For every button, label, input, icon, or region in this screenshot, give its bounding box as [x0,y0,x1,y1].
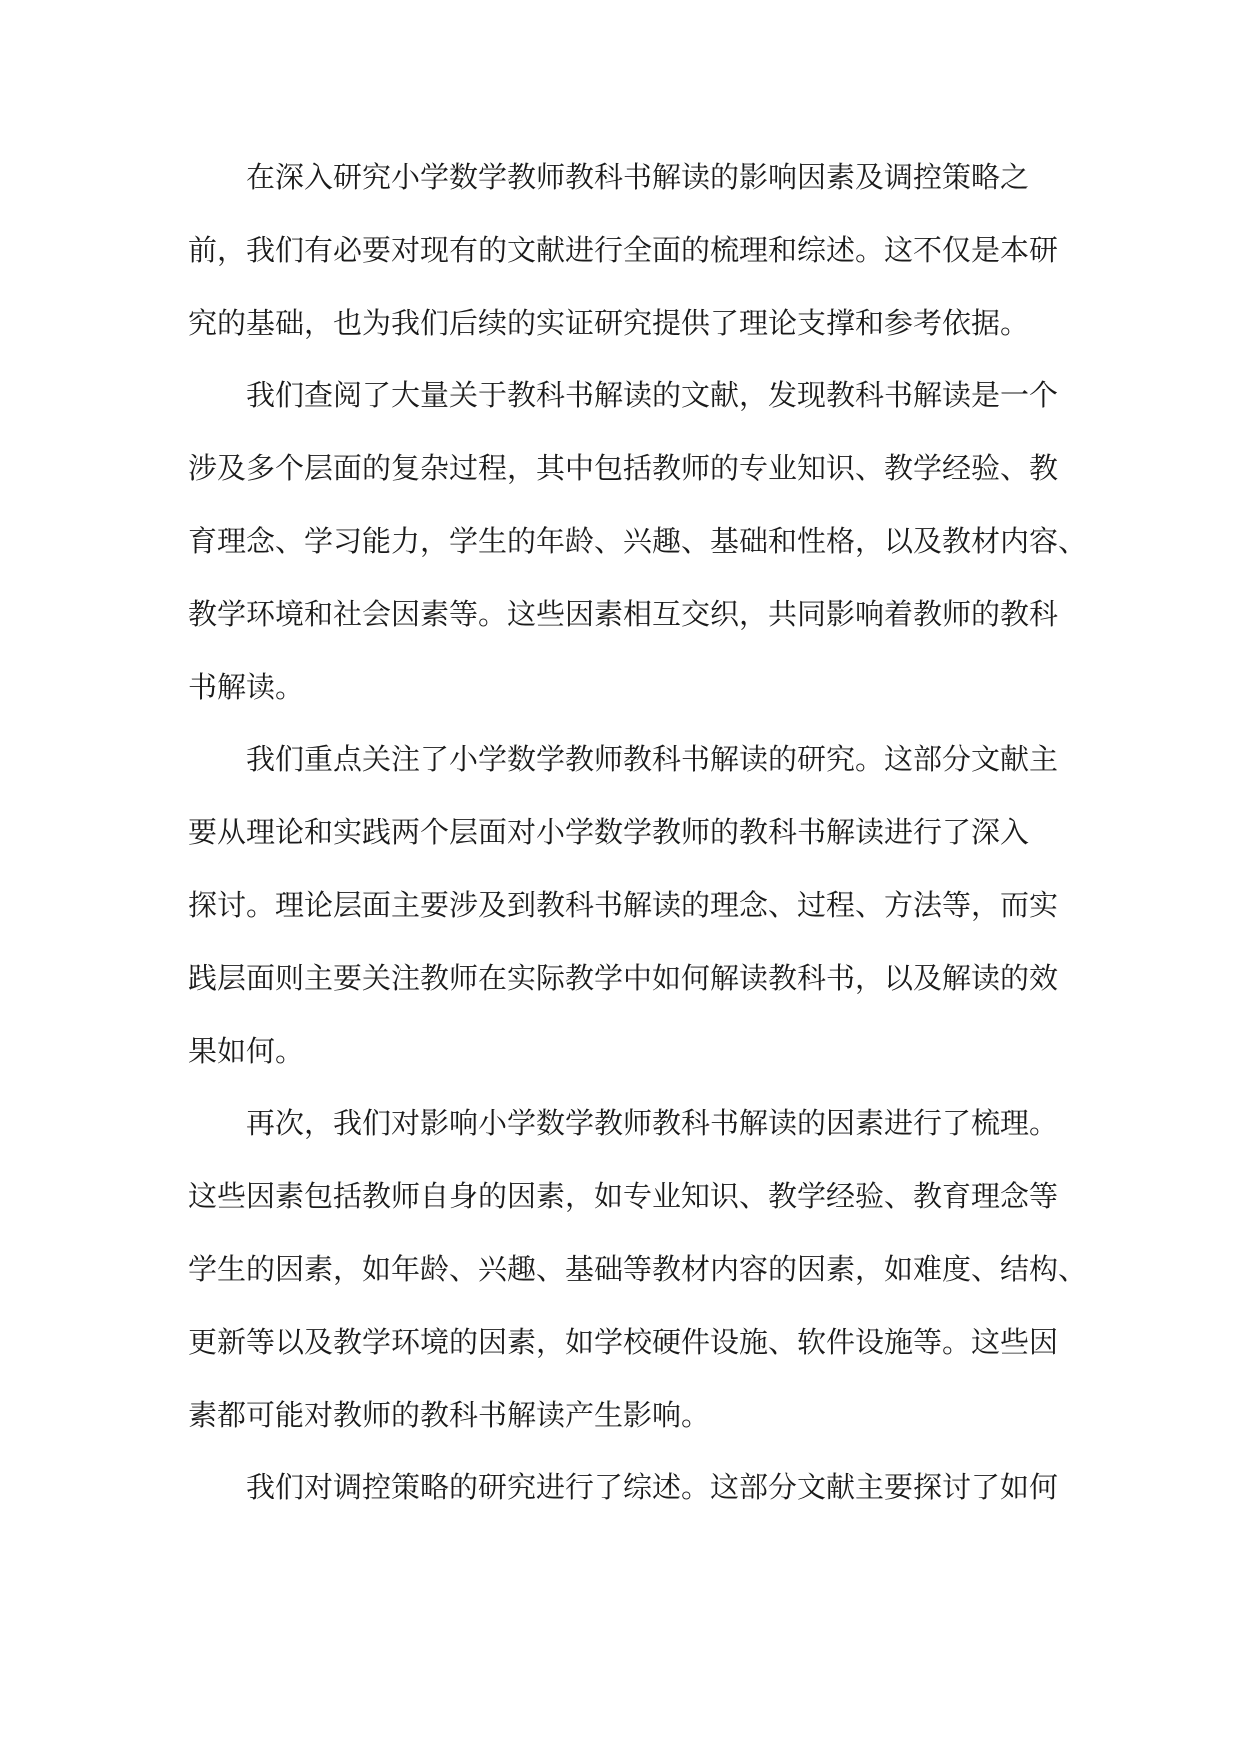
text-line: 素都可能对教师的教科书解读产生影响。 [188,1397,711,1432]
text-line: 探讨。理论层面主要涉及到教科书解读的理念、过程、方法等，而实 [188,887,1059,922]
text-line: 书解读。 [188,669,305,704]
text-line: 教学环境和社会因素等。这些因素相互交织，共同影响着教师的教科 [188,596,1059,631]
text-line: 践层面则主要关注教师在实际教学中如何解读教科书，以及解读的效 [188,960,1059,995]
text-line: 前，我们有必要对现有的文献进行全面的梳理和综述。这不仅是本研 [188,232,1059,267]
text-line: 我们查阅了大量关于教科书解读的文献，发现教科书解读是一个 [246,378,1059,413]
text-line: 这些因素包括教师自身的因素，如专业知识、教学经验、教育理念等 [188,1179,1059,1214]
paragraph-4 [188,1087,1088,1451]
text-line: 再次，我们对影响小学数学教师教科书解读的因素进行了梳理。 [246,1106,1059,1141]
paragraph-5 [188,1451,1059,1524]
paragraph-1 [188,141,1059,359]
text-line: 我们对调控策略的研究进行了综述。这部分文献主要探讨了如何 [246,1470,1059,1505]
paragraph-2 [188,359,1088,723]
text-line: 更新等以及教学环境的因素，如学校硬件设施、软件设施等。这些因 [188,1324,1059,1359]
text-line: 涉及多个层面的复杂过程，其中包括教师的专业知识、教学经验、教 [188,451,1059,486]
text-line: 育理念、学习能力，学生的年龄、兴趣、基础和性格，以及教材内容、 [188,523,1088,558]
text-line: 究的基础，也为我们后续的实证研究提供了理论支撑和参考依据。 [188,305,1030,340]
text-line: 果如何。 [188,1033,305,1068]
text-line: 我们重点关注了小学数学教师教科书解读的研究。这部分文献主 [246,742,1059,777]
text-line: 学生的因素，如年龄、兴趣、基础等教材内容的因素，如难度、结构、 [188,1251,1088,1286]
text-line: 在深入研究小学数学教师教科书解读的影响因素及调控策略之 [246,160,1030,194]
document-body [188,141,1088,1524]
text-line: 要从理论和实践两个层面对小学数学教师的教科书解读进行了深入 [188,815,1030,850]
paragraph-3 [188,723,1059,1087]
